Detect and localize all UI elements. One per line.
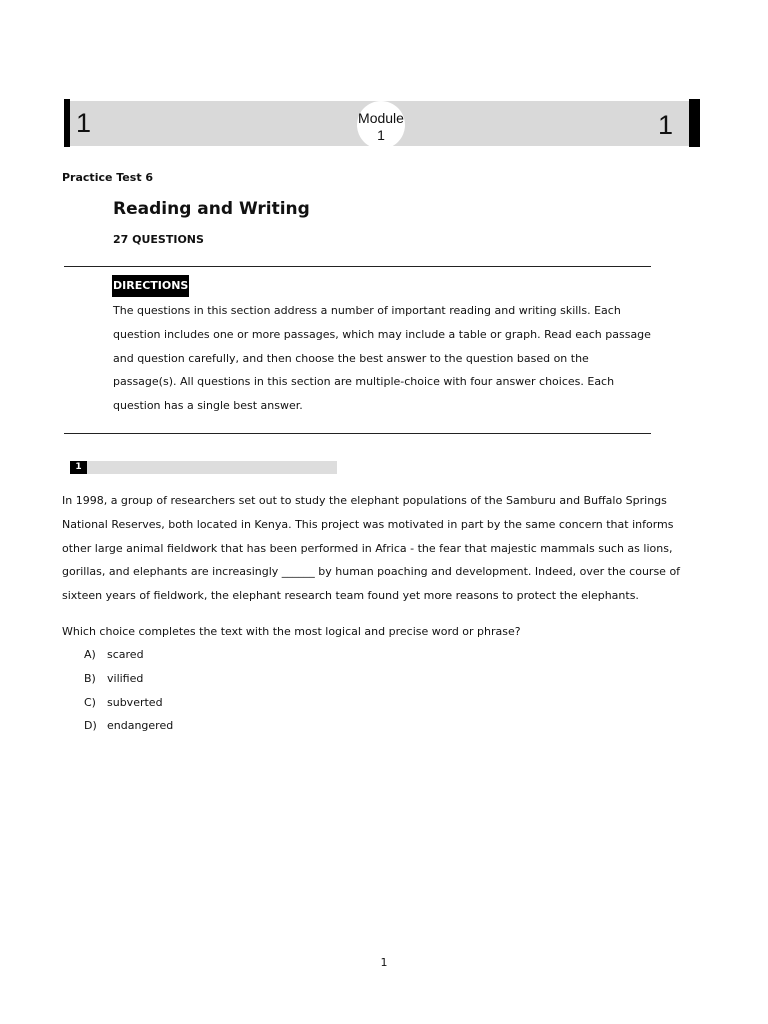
header-right-number: 1 bbox=[658, 110, 674, 140]
choice-text: scared bbox=[107, 648, 144, 661]
choice-letter: D) bbox=[84, 719, 97, 733]
choice-letter: C) bbox=[84, 695, 96, 709]
question-number: 1 bbox=[70, 461, 87, 474]
section-title: Reading and Writing bbox=[113, 199, 310, 219]
choice-text: vilified bbox=[107, 671, 144, 685]
choice-letter: B) bbox=[84, 671, 96, 685]
directions-top-rule bbox=[64, 266, 651, 267]
question-marker-bar bbox=[70, 461, 337, 474]
directions-bottom-rule bbox=[64, 433, 651, 434]
question-count: 27 QUESTIONS bbox=[113, 233, 204, 246]
module-label: Module bbox=[358, 110, 404, 126]
header-right-bar bbox=[689, 99, 700, 147]
header-left-number: 1 bbox=[76, 108, 92, 138]
directions-label: DIRECTIONS bbox=[112, 275, 189, 297]
page-number: 1 bbox=[380, 956, 388, 969]
directions-text: The questions in this section address a number of important reading and writing skills. Each question includes one or more passages, which may include a table or graph. Read each passage and question carefully, and then choose the best answer to the question based on the passage(s). All questions in this section are multiple-choice with four answer choices. Each question has a single best answer. bbox=[113, 304, 651, 413]
practice-test-label: Practice Test 6 bbox=[62, 171, 154, 184]
answer-choice-d[interactable] bbox=[84, 714, 173, 738]
module-number: 1 bbox=[377, 127, 385, 143]
choice-text: subverted bbox=[107, 695, 163, 709]
answer-choice-a[interactable] bbox=[84, 643, 173, 667]
header-left-bar bbox=[64, 99, 70, 147]
answer-choice-c[interactable] bbox=[84, 691, 173, 715]
choice-text: endangered bbox=[107, 719, 174, 733]
question-prompt: Which choice completes the text with the most logical and precise word or phrase? bbox=[62, 625, 521, 638]
answer-choice-b[interactable] bbox=[84, 667, 173, 691]
answer-choices bbox=[84, 643, 173, 738]
choice-letter: A) bbox=[84, 648, 96, 661]
question-passage: In 1998, a group of researchers set out to study the elephant populations of the Samburu and Buffalo Springs National Reserves, both located in Kenya. This project was motivated in part by the same concern that informs other large animal fieldwork that has been performed in Africa - the fear that majestic mammals such as lions, gorillas, and elephants are increasingly ______ by human poaching and development. Indeed, over the course of sixteen years of fieldwork, the elephant research team found yet more reasons to protect the elephants. bbox=[62, 494, 681, 603]
